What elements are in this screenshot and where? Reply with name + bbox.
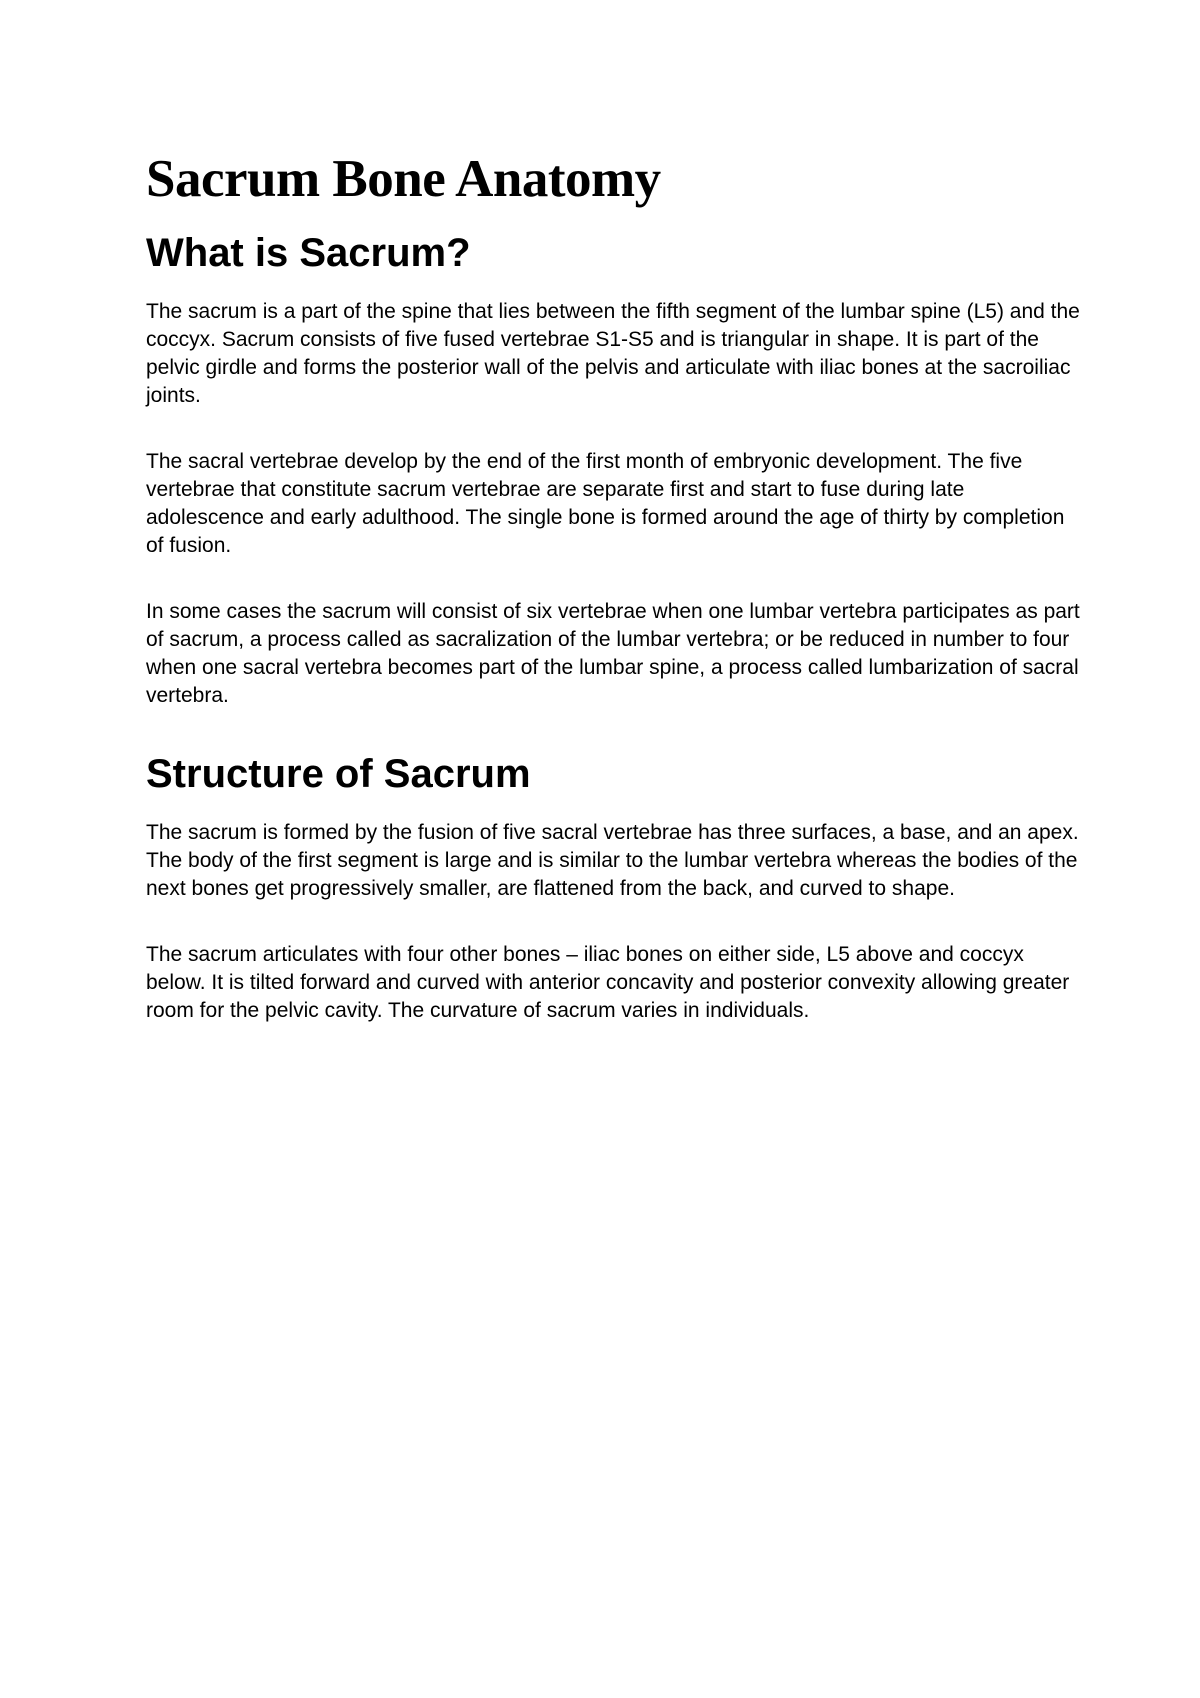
section-heading-structure-of-sacrum: Structure of Sacrum (146, 752, 531, 796)
document-title: Sacrum Bone Anatomy (146, 150, 661, 208)
paragraph: The sacrum is a part of the spine that lies between the fifth segment of the lumbar spine (L5) and the coccyx. Sacrum consists of five fused vertebrae S1-S5 and is triangular in shape. It is part of the pelvic girdle and forms the posterior wall of the pelvis and articulate with iliac bones at the sacroiliac joints. (146, 300, 1080, 407)
paragraph: The sacrum is formed by the fusion of five sacral vertebrae has three surfaces, a base, and an apex. The body of the first segment is large and is similar to the lumbar vertebra whereas the bodies of the next bones get progressively smaller, are flattened from the back, and curved to shape. (146, 821, 1079, 900)
section-heading-what-is-sacrum: What is Sacrum? (146, 231, 471, 275)
paragraph: The sacral vertebrae develop by the end of the first month of embryonic development. The five vertebrae that constitute sacrum vertebrae are separate first and start to fuse during late adolescence and early adulthood. The single bone is formed around the age of thirty by completion of fusion. (146, 450, 1065, 557)
paragraph: The sacrum articulates with four other bones – iliac bones on either side, L5 above and coccyx below. It is tilted forward and curved with anterior concavity and posterior convexity allowing greater room for the pelvic cavity. The curvature of sacrum varies in individuals. (146, 943, 1070, 1022)
paragraph: In some cases the sacrum will consist of six vertebrae when one lumbar vertebra participates as part of sacrum, a process called as sacralization of the lumbar vertebra; or be reduced in number to four when one sacral vertebra becomes part of the lumbar spine, a process called lumbarization of sacral vertebra. (146, 600, 1080, 707)
document-body (146, 140, 1086, 1025)
